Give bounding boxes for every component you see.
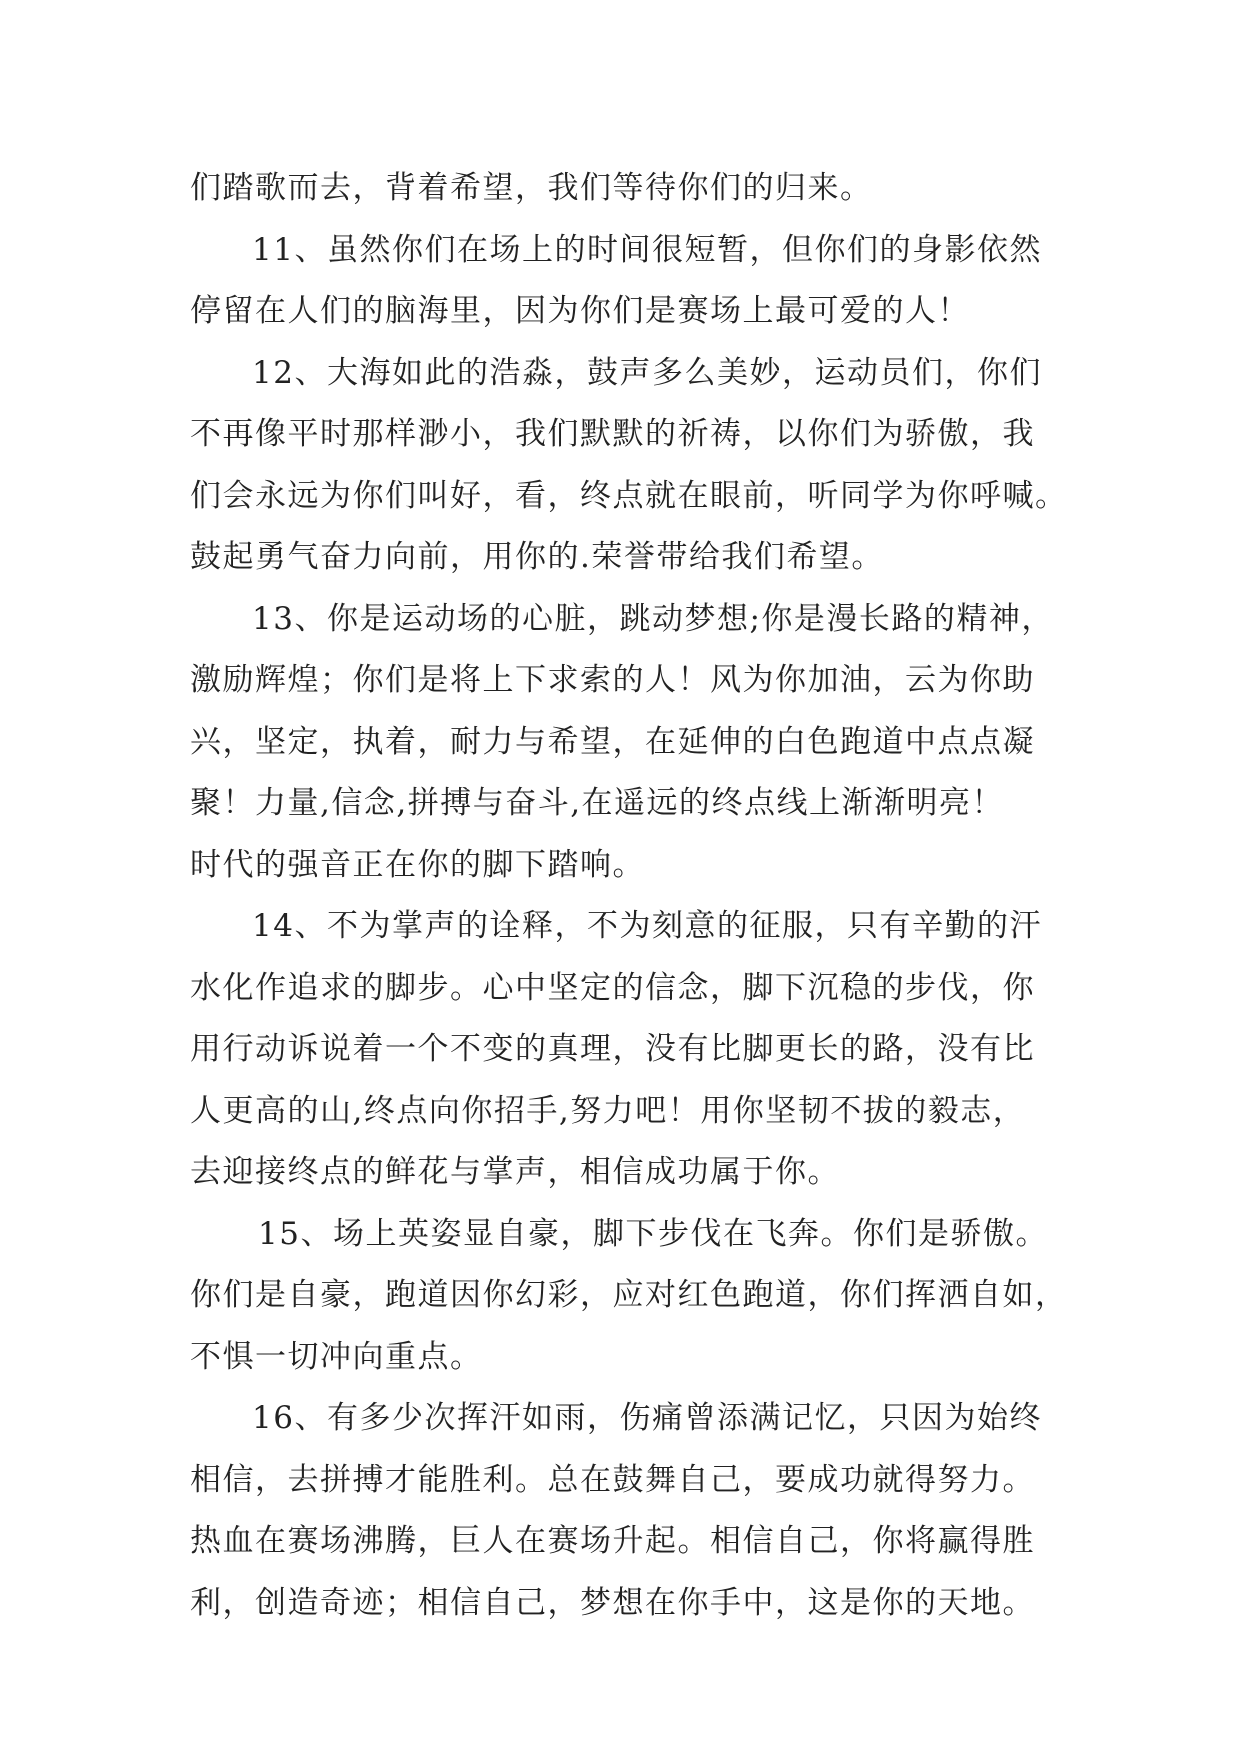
text-line: 13、你是运动场的心脏，跳动梦想;你是漫长路的精神， [252, 600, 1054, 637]
text-line: 不再像平时那样渺小，我们默默的祈祷，以你们为骄傲，我 [190, 416, 1035, 452]
text-line: 激励辉煌；你们是将上下求索的人！风为你加油，云为你助 [190, 662, 1035, 698]
paragraph-12 [190, 343, 1070, 589]
paragraph-16 [190, 1388, 1070, 1634]
text-line: 16、有多少次挥汗如雨，伤痛曾添满记忆，只因为始终 [252, 1400, 1042, 1436]
text-line: 们会永远为你们叫好，看，终点就在眼前，听同学为你呼喊。 [190, 477, 1068, 514]
text-line: 11、虽然你们在场上的时间很短暂，但你们的身影依然 [252, 231, 1042, 268]
text-line: 去迎接终点的鲜花与掌声，相信成功属于你。 [190, 1154, 840, 1190]
text-line: 14、不为掌声的诠释，不为刻意的征服，只有辛勤的汗 [252, 908, 1042, 944]
paragraph-11 [190, 220, 1070, 343]
text-line: 人更高的山,终点向你招手,努力吧！用你坚韧不拔的毅志， [190, 1092, 1026, 1129]
text-line: 利，创造奇迹；相信自己，梦想在你手中，这是你的天地。 [190, 1584, 1035, 1621]
paragraph-10-continuation [190, 158, 1070, 220]
document-body [190, 158, 1070, 1634]
text-line: 15、场上英姿显自豪，脚下步伐在飞奔。你们是骄傲。 [258, 1215, 1048, 1252]
paragraph-14 [190, 896, 1070, 1204]
text-line: 不惧一切冲向重点。 [190, 1338, 483, 1375]
paragraph-13 [190, 589, 1070, 897]
text-line: 你们是自豪，跑道因你幻彩，应对红色跑道，你们挥洒自如， [190, 1277, 1068, 1313]
text-line: 聚！力量,信念,拼搏与奋斗,在遥远的终点线上渐渐明亮！ [190, 785, 1005, 821]
text-line: 水化作追求的脚步。心中坚定的信念，脚下沉稳的步伐，你 [190, 969, 1035, 1006]
text-line: 相信，去拼搏才能胜利。总在鼓舞自己，要成功就得努力。 [190, 1461, 1035, 1498]
text-line: 时代的强音正在你的脚下踏响。 [190, 846, 645, 883]
text-line: 热血在赛场沸腾，巨人在赛场升起。相信自己，你将赢得胜 [190, 1523, 1035, 1559]
text-line: 12、大海如此的浩淼，鼓声多么美妙，运动员们，你们 [252, 354, 1042, 391]
text-line: 们踏歌而去，背着希望，我们等待你们的归来。 [190, 170, 873, 206]
text-line: 用行动诉说着一个不变的真理，没有比脚更长的路，没有比 [190, 1031, 1035, 1067]
paragraph-15 [190, 1204, 1070, 1389]
text-line: 鼓起勇气奋力向前，用你的.荣誉带给我们希望。 [190, 539, 884, 575]
text-line: 兴，坚定，执着，耐力与希望，在延伸的白色跑道中点点凝 [190, 723, 1035, 760]
text-line: 停留在人们的脑海里，因为你们是赛场上最可爱的人！ [190, 293, 970, 329]
